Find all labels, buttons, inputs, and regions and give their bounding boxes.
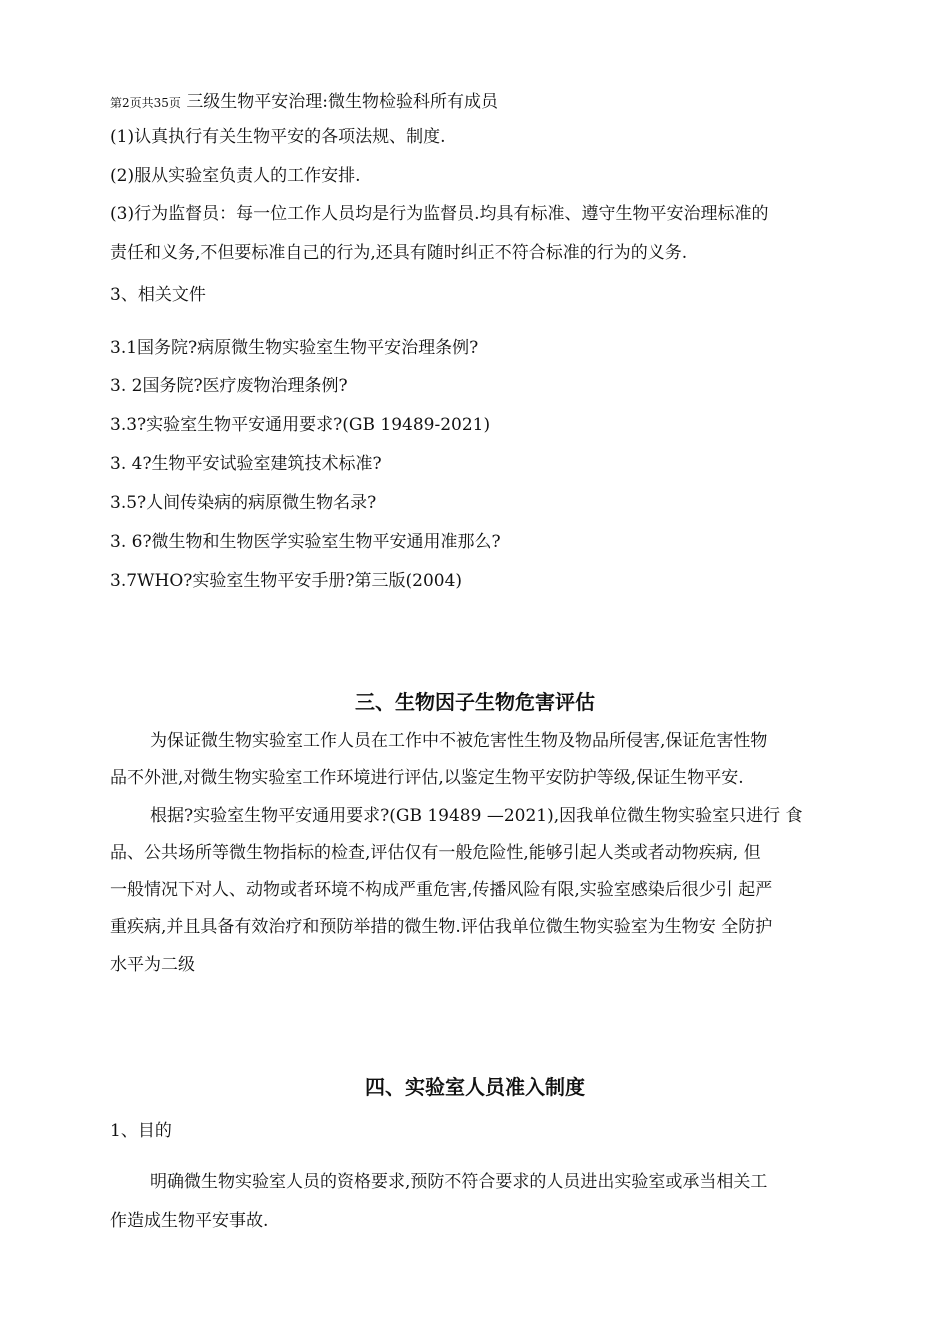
section-title: 四、实验室人员准入制度: [365, 1075, 585, 1099]
header-text: 三级生物平安治理:微生物检验科所有成员: [186, 92, 499, 112]
page-number: 第2页共35页: [110, 96, 181, 110]
paragraph-line: 为保证微生物实验室工作人员在工作中不被危害性生物及物品所侵害,保证危害性物: [150, 731, 768, 751]
paragraph-line: 根据?实验室生物平安通用要求?(GB 19489 —2021),因我单位微生物实验室只进行 食: [150, 806, 803, 826]
list-item: 3. 4?生物平安试验室建筑技术标准?: [110, 454, 382, 474]
duty-line: (2)服从实验室负责人的工作安排.: [110, 166, 361, 186]
paragraph-line: 水平为二级: [110, 955, 195, 975]
list-item: 3.5?人间传染病的病原微生物名录?: [110, 493, 377, 513]
related-files-heading: 3、相关文件: [110, 285, 206, 305]
paragraph-line: 一般情况下对人、动物或者环境不构成严重危害,传播风险有限,实验室感染后很少引 起严: [110, 880, 773, 900]
list-item: 3.3?实验室生物平安通用要求?(GB 19489-2021): [110, 415, 491, 435]
sub-heading: 1、目的: [110, 1121, 172, 1141]
paragraph-line: 重疾病,并且具备有效治疗和预防举措的微生物.评估我单位微生物实验室为生物安 全防护: [110, 917, 773, 937]
duty-line: (3)行为监督员：每一位工作人员均是行为监督员.均具有标准、遵守生物平安治理标准的: [110, 204, 769, 224]
duty-line: 责任和义务,不但要标准自己的行为,还具有随时纠正不符合标准的行为的义务.: [110, 243, 688, 263]
list-item: 3.1国务院?病原微生物实验室生物平安治理条例?: [110, 338, 479, 358]
page-header: [110, 92, 498, 113]
list-item: 3.7WHO?实验室生物平安手册?第三版(2004): [110, 571, 463, 591]
paragraph-line: 品不外泄,对微生物实验室工作环境进行评估,以鉴定生物平安防护等级,保证生物平安.: [110, 768, 744, 788]
section-title: 三、生物因子生物危害评估: [355, 690, 595, 714]
duty-line: (1)认真执行有关生物平安的各项法规、制度.: [110, 127, 446, 147]
list-item: 3. 2国务院?医疗废物治理条例?: [110, 376, 348, 396]
paragraph-line: 作造成生物平安事故.: [110, 1211, 269, 1231]
paragraph-line: 明确微生物实验室人员的资格要求,预防不符合要求的人员进出实验室或承当相关工: [150, 1172, 768, 1192]
paragraph-line: 品、公共场所等微生物指标的检查,评估仅有一般危险性,能够引起人类或者动物疾病, 但: [110, 843, 761, 863]
list-item: 3. 6?微生物和生物医学实验室生物平安通用准那么?: [110, 532, 501, 552]
